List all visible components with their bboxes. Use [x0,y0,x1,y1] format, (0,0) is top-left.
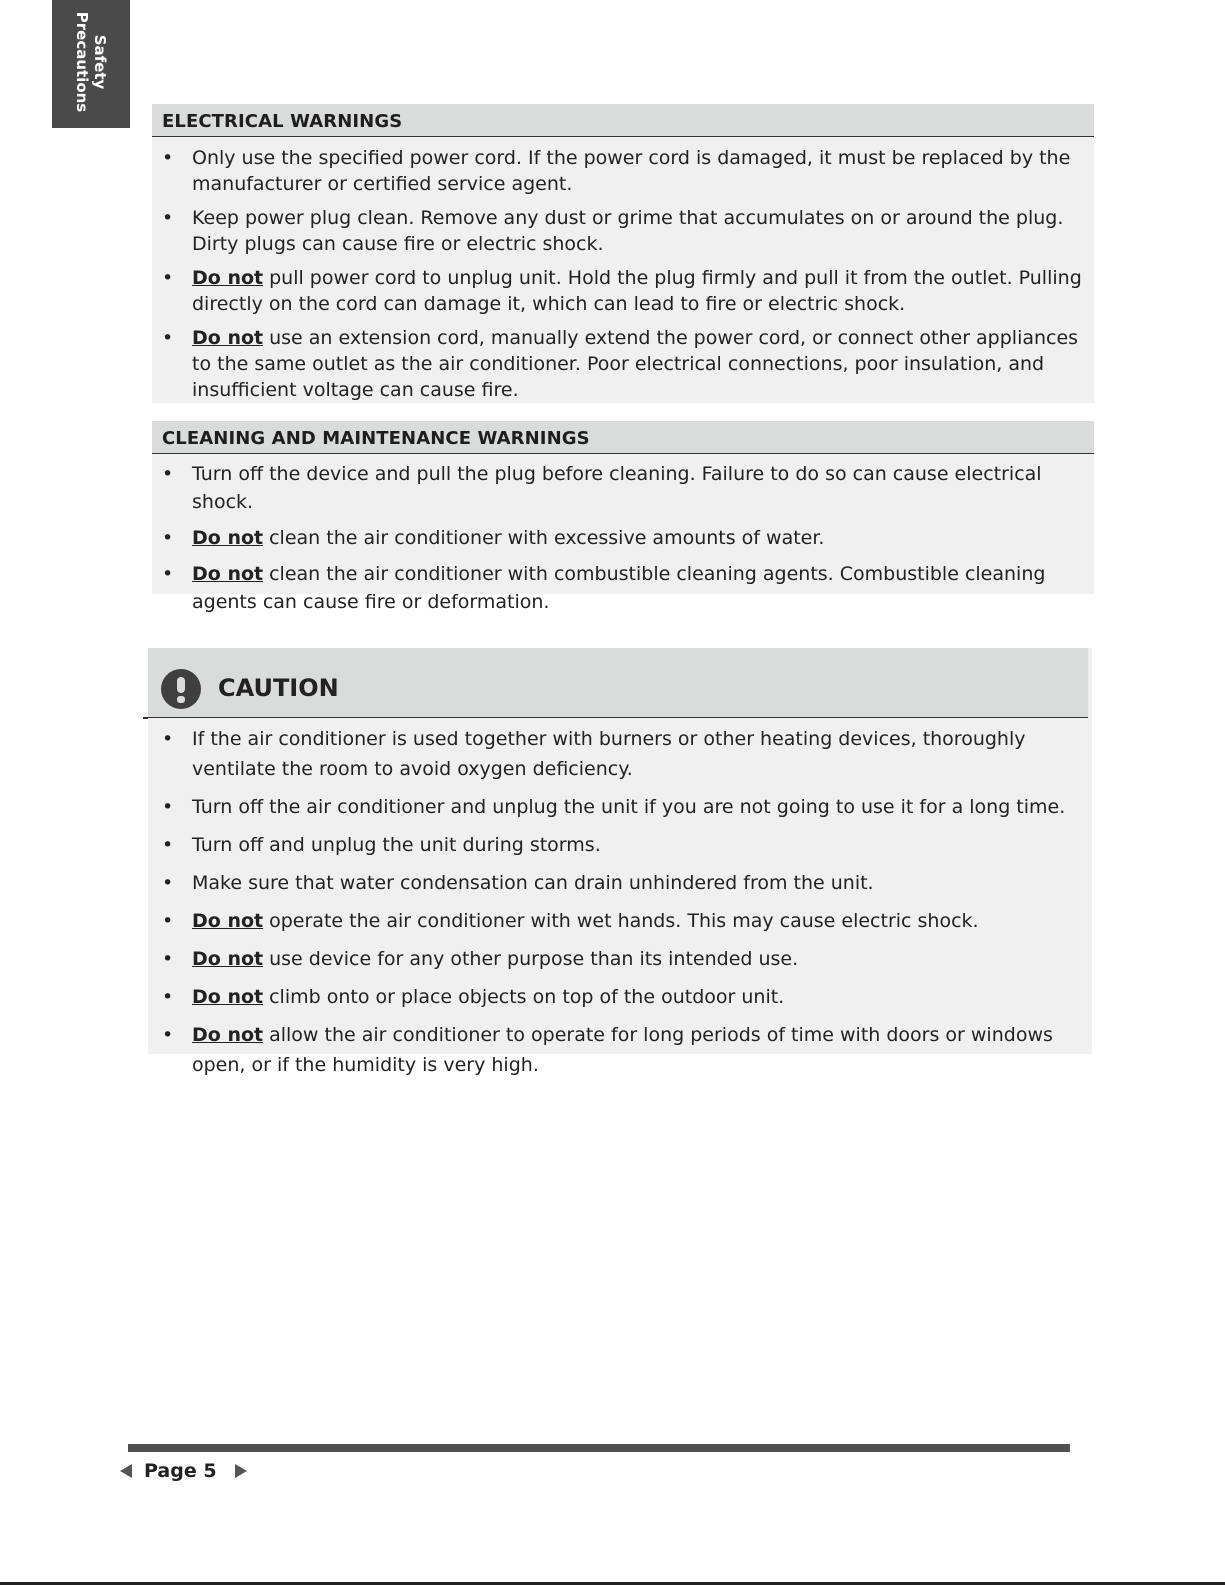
caution-title: CAUTION [218,674,339,702]
list-item [152,265,1094,317]
caution-header [148,648,1088,718]
electrical-warnings-section [152,104,1094,403]
item-prefix: Do not [192,267,264,289]
item-text: Only use the specified power cord. If the power cord is damaged, it must be replaced by the manufacturer or certified service agent. [192,147,1071,195]
item-text: operate the air conditioner with wet hands. This may cause electric shock. [269,910,979,932]
item-prefix: Do not [192,948,264,970]
page-number: Page 5 [144,1460,217,1482]
list-item [148,982,1092,1012]
exclamation-bar [177,677,185,693]
previous-page-icon[interactable] [120,1464,132,1478]
item-prefix: Do not [192,527,264,549]
item-prefix: Do not [192,563,264,585]
list-item [148,830,1092,860]
item-text: Turn off the air conditioner and unplug the unit if you are not going to use it for a long time. [192,796,1066,818]
caution-list [148,718,1092,1080]
list-item [152,325,1094,403]
exclamation-icon [161,669,201,709]
cleaning-warnings-title: CLEANING AND MAINTENANCE WARNINGS [152,421,1094,454]
item-text: use device for any other purpose than its intended use. [269,948,799,970]
item-prefix: Do not [192,327,264,349]
list-item [148,944,1092,974]
item-text: Make sure that water condensation can drain unhindered from the unit. [192,872,874,894]
item-text: clean the air conditioner with excessive amounts of water. [269,527,825,549]
item-text: If the air conditioner is used together with burners or other heating devices, thoroughly ventilate the room to avoid oxygen deficiency. [192,728,1026,780]
item-prefix: Do not [192,986,264,1008]
section-side-tab [52,0,130,128]
list-item [152,524,1094,552]
item-text: Turn off and unplug the unit during storms. [192,834,601,856]
list-item [152,460,1094,516]
list-item [148,1020,1092,1080]
exclamation-dot [177,696,185,703]
item-prefix: Do not [192,910,264,932]
next-page-icon[interactable] [235,1464,247,1478]
list-item [148,868,1092,898]
list-item [152,560,1094,616]
cleaning-warnings-section [152,421,1094,613]
item-text: climb onto or place objects on top of the outdoor unit. [269,986,785,1008]
item-prefix: Do not [192,1024,264,1046]
list-item [148,724,1092,784]
list-item [152,205,1094,257]
electrical-warnings-list [152,137,1094,403]
side-tab-line2: Precautions [73,11,91,113]
item-text: allow the air conditioner to operate for long periods of time with doors or windows open, or if the humidity is very high. [192,1024,1053,1076]
electrical-warnings-title: ELECTRICAL WARNINGS [152,104,1094,137]
cleaning-warnings-list [152,454,1094,616]
item-text: use an extension cord, manually extend the power cord, or connect other appliances to the same outlet as the air conditioner. Poor electrical connections, poor insulation, and insufficient voltage can cause fire. [192,327,1079,401]
page-navigation [120,1459,247,1483]
side-tab-line1: Safety [91,34,109,90]
item-text: clean the air conditioner with combustible cleaning agents. Combustible cleaning agents can cause fire or deformation. [192,563,1046,613]
item-text: pull power cord to unplug unit. Hold the plug firmly and pull it from the outlet. Pulling directly on the cord can damage it, which can lead to fire or electric shock. [192,267,1082,315]
caution-divider [143,717,148,719]
caution-section [148,648,1092,1076]
footer-divider [128,1444,1070,1452]
side-tab-label [73,12,109,112]
list-item [148,906,1092,936]
list-item [152,145,1094,197]
list-item [148,792,1092,822]
item-text: Turn off the device and pull the plug before cleaning. Failure to do so can cause electrical shock. [192,463,1042,513]
item-text: Keep power plug clean. Remove any dust or grime that accumulates on or around the plug. Dirty plugs can cause fire or electric shock. [192,207,1064,255]
